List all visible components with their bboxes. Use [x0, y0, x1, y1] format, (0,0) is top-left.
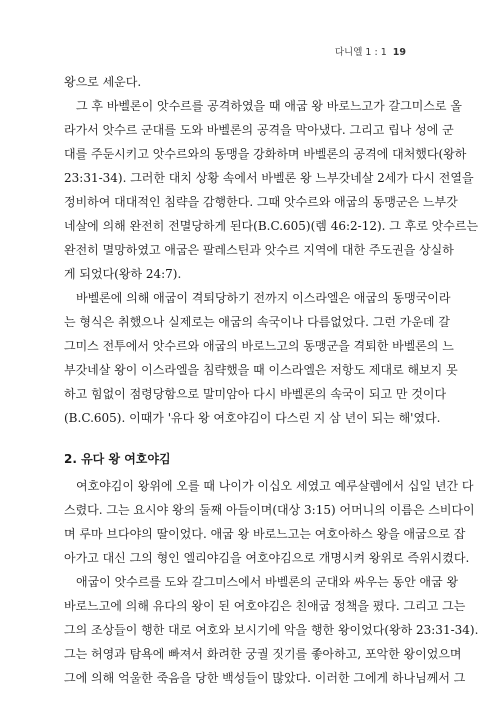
- section-heading: 2. 유다 왕 여호야김: [64, 452, 171, 466]
- text-line: 23:31-34). 그러한 대치 상황 속에서 바벨론 왕 느부갓네살 2세가 다시 전열을: [64, 171, 474, 185]
- body-text-section-1: [64, 70, 478, 430]
- text-line: 부갓네살 왕이 이스라엘을 침략했을 때 이스라엘은 저항도 제대로 해보지 못: [64, 363, 458, 377]
- running-head: [335, 44, 406, 58]
- text-line: 정비하여 대대적인 침략을 감행한다. 그때 앗수르와 애굽의 동맹군은 느부갓: [64, 195, 458, 209]
- text-line: 게 되었다(왕하 24:7).: [64, 267, 182, 281]
- text-line: 대를 주둔시키고 앗수르와의 동맹을 강화하며 바벨론의 공격에 대처했다(왕하: [64, 147, 467, 161]
- text-line: 라가서 앗수르 군대를 도와 바벨론의 공격을 막아냈다. 그리고 립나 성에 군: [64, 123, 454, 137]
- text-line: 여호야김이 왕위에 오를 때 나이가 이십오 세였고 예루살렘에서 십일 년간 다: [76, 479, 474, 493]
- text-line: 스렸다. 그는 요시야 왕의 둘째 아들이며(대상 3:15) 어머니의 이름은 스비다이: [64, 503, 475, 517]
- body-text-section-2: [64, 474, 478, 690]
- text-line: 왕으로 세운다.: [64, 75, 142, 89]
- text-line: 애굽이 앗수르를 도와 갈그미스에서 바벨론의 군대와 싸우는 동안 애굽 왕: [76, 575, 459, 589]
- text-line: 는 형식은 취했으나 실제로는 애굽의 속국이나 다름없었다. 그런 가운데 갈: [64, 315, 450, 329]
- text-line: 며 루마 브다야의 딸이었다. 애굽 왕 바로느고는 여호아하스 왕을 애굽으로 잡: [64, 527, 466, 541]
- text-line: 바로느고에 의해 유다의 왕이 된 여호야김은 친애굽 정책을 폈다. 그리고 그는: [64, 599, 466, 613]
- text-line: 네살에 의해 완전히 전멸당하게 된다(B.C.605)(렘 46:2-12). 그 후로 앗수르는: [64, 219, 478, 233]
- running-head-title: 다니엘 1 : 1: [334, 47, 387, 58]
- text-line: 완전히 멸망하였고 애굽은 팔레스틴과 앗수르 지역에 대한 주도권을 상실하: [64, 243, 454, 257]
- text-line: (B.C.605). 이때가 '유다 왕 여호야김이 다스린 지 삼 년이 되는 해'였다.: [64, 411, 441, 425]
- text-line: 그에 의해 억울한 죽음을 당한 백성들이 많았다. 이러한 그에게 하나님께서 그: [64, 671, 466, 685]
- text-line: 바벨론에 의해 애굽이 격퇴당하기 전까지 이스라엘은 애굽의 동맹국이라: [76, 291, 451, 305]
- text-line: 그의 조상들이 행한 대로 여호와 보시기에 악을 행한 왕이었다(왕하 23:31-34).: [64, 623, 478, 637]
- text-line: 하고 힘없이 점령당함으로 말미암아 다시 바벨론의 속국이 되고 만 것이다: [64, 387, 447, 401]
- text-line: 그는 허영과 탐욕에 빠져서 화려한 궁궐 짓기를 좋아하고, 포악한 왕이었으며: [64, 647, 462, 661]
- text-line: 그 후 바벨론이 앗수르를 공격하였을 때 애굽 왕 바로느고가 갈그미스로 올: [76, 99, 462, 113]
- text-line: 아가고 대신 그의 형인 엘리야김을 여호야김으로 개명시켜 왕위로 즉위시켰다.: [64, 551, 470, 565]
- page-number: 19: [392, 47, 406, 58]
- text-line: 그미스 전투에서 앗수르와 애굽의 바로느고의 동맹군을 격퇴한 바벨론의 느: [64, 339, 454, 353]
